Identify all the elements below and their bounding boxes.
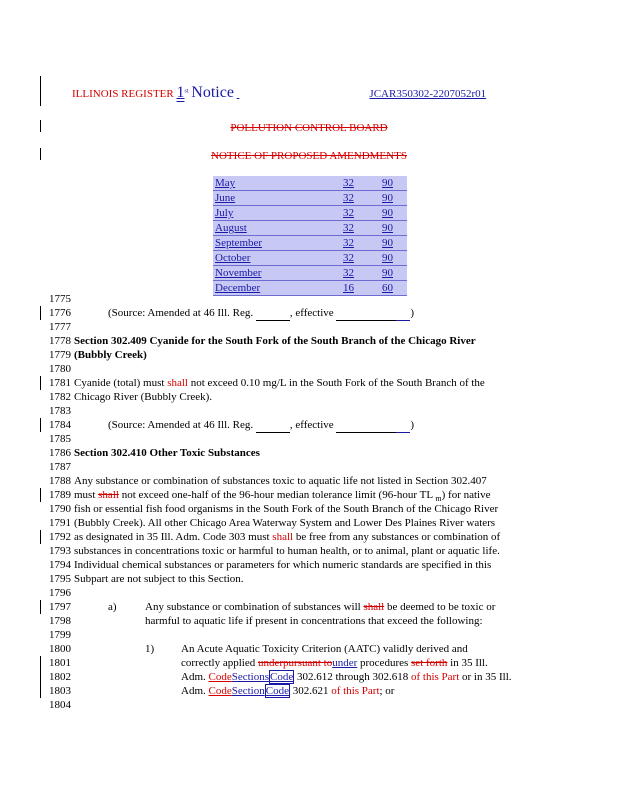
months-row bbox=[213, 206, 407, 221]
deleted-text: under bbox=[257, 657, 284, 669]
months-row bbox=[213, 176, 407, 191]
body-text bbox=[181, 656, 488, 670]
deleted-text: shall bbox=[363, 601, 385, 613]
inserted-text: of this Part bbox=[410, 671, 460, 683]
line-number: 1778 bbox=[49, 335, 71, 347]
text-run: correctly applied bbox=[181, 657, 258, 669]
value-cell: 90 bbox=[368, 236, 407, 251]
line-number: 1786 bbox=[49, 447, 71, 459]
section-heading: Section 302.409 Cyanide for the South Fork of the South Branch of the Chicago River bbox=[74, 335, 476, 347]
value-cell: 90 bbox=[368, 251, 407, 266]
body-text bbox=[145, 600, 495, 614]
body-text: (Bubbly Creek). All other Chicago Area Waterway System and Lower Des Plaines River waters bbox=[74, 517, 496, 529]
revision-bar bbox=[40, 306, 41, 320]
text-run: as designated in 35 Ill. Adm. Code 303 must bbox=[74, 531, 273, 543]
line-number: 1803 bbox=[49, 685, 71, 697]
month-cell: October bbox=[213, 251, 329, 266]
section-heading: Section 302.410 Other Toxic Substances bbox=[74, 447, 260, 459]
text-run: Adm. bbox=[181, 685, 209, 697]
inserted-text: Code bbox=[270, 671, 294, 683]
subscript: m bbox=[435, 494, 442, 504]
revision-bar bbox=[40, 488, 41, 502]
inserted-text: Code bbox=[265, 685, 289, 697]
page-number-suffix: st bbox=[184, 88, 189, 95]
line-number: 1799 bbox=[49, 629, 71, 641]
months-table bbox=[213, 176, 407, 296]
line-number: 1783 bbox=[49, 405, 71, 417]
line-number: 1779 bbox=[49, 349, 71, 361]
body-text bbox=[181, 670, 512, 684]
value-cell: 16 bbox=[329, 281, 368, 296]
month-cell: June bbox=[213, 191, 329, 206]
line-number: 1796 bbox=[49, 587, 71, 599]
text-run: ; or bbox=[379, 685, 395, 697]
revision-bar bbox=[40, 76, 41, 106]
month-cell: September bbox=[213, 236, 329, 251]
value-cell: 90 bbox=[368, 176, 407, 191]
month-cell: November bbox=[213, 266, 329, 281]
source-note bbox=[108, 306, 414, 321]
text-run: be free from any substances or combination of bbox=[293, 531, 501, 543]
line-number: 1802 bbox=[49, 671, 71, 683]
line-number: 1784 bbox=[49, 419, 71, 431]
text-run: not exceed one-half of the 96-hour median tolerance limit (96-hour TL bbox=[118, 489, 436, 501]
line-number: 1788 bbox=[49, 475, 71, 487]
line-number: 1793 bbox=[49, 545, 71, 557]
body-text: substances in concentrations toxic or harmful to human health, or to animal, plant or aquatic life. bbox=[74, 545, 500, 557]
page-number: 1 bbox=[176, 84, 185, 101]
deleted-text: shall bbox=[98, 489, 119, 501]
line-number: 1795 bbox=[49, 573, 71, 585]
line-number: 1787 bbox=[49, 461, 71, 473]
inserted-text: Code bbox=[208, 685, 232, 697]
line-number: 1785 bbox=[49, 433, 71, 445]
inserted-text: Sections bbox=[231, 671, 270, 683]
inserted-text: Code bbox=[208, 671, 232, 683]
revision-bar bbox=[40, 530, 41, 544]
source-text: (Source: Amended at 46 Ill. Reg. bbox=[108, 419, 256, 431]
months-row bbox=[213, 281, 407, 296]
body-text: Individual chemical substances or parameters for which numeric standards are specified in this bbox=[74, 559, 492, 571]
line-number: 1801 bbox=[49, 657, 71, 669]
line-number: 1776 bbox=[49, 307, 71, 319]
line-number: 1800 bbox=[49, 643, 71, 655]
body-text: Any substance or combination of substances toxic to aquatic life not listed in Section 302.407 bbox=[74, 475, 487, 487]
value-cell: 32 bbox=[329, 236, 368, 251]
body-text: harmful to aquatic life if present in concentrations that exceed the following: bbox=[145, 615, 483, 627]
month-cell: August bbox=[213, 221, 329, 236]
months-row bbox=[213, 221, 407, 236]
line-number: 1781 bbox=[49, 377, 71, 389]
line-number: 1797 bbox=[49, 601, 71, 613]
item-label: 1) bbox=[145, 643, 155, 655]
value-cell: 90 bbox=[368, 206, 407, 221]
line-number: 1782 bbox=[49, 391, 71, 403]
section-heading-cont: (Bubbly Creek) bbox=[74, 349, 147, 361]
register-title: ILLINOIS REGISTER bbox=[72, 88, 174, 100]
value-cell: 90 bbox=[368, 191, 407, 206]
inserted-text: Section bbox=[231, 685, 265, 697]
page-header bbox=[72, 84, 532, 108]
line-number: 1804 bbox=[49, 699, 71, 711]
months-row bbox=[213, 266, 407, 281]
months-row bbox=[213, 191, 407, 206]
deleted-text: set forth bbox=[411, 657, 448, 669]
body-text bbox=[74, 530, 500, 544]
text-run: in 35 Ill. bbox=[447, 657, 488, 669]
line-number: 1791 bbox=[49, 517, 71, 529]
inserted-text: of this Part bbox=[331, 685, 380, 697]
source-text: , effective bbox=[289, 419, 337, 431]
text-run: be deemed to be toxic or bbox=[384, 601, 496, 613]
value-cell: 32 bbox=[329, 251, 368, 266]
text-run: 302.612 through 302.618 bbox=[294, 671, 411, 683]
source-text: , effective bbox=[289, 307, 337, 319]
text-run: 302.621 bbox=[289, 685, 332, 697]
text-run: must bbox=[74, 489, 99, 501]
notice-title: NOTICE OF PROPOSED AMENDMENTS bbox=[211, 150, 407, 162]
jcar-code: JCAR350302-2207052r01 bbox=[369, 88, 487, 100]
line-number: 1777 bbox=[49, 321, 71, 333]
notice-label: Notice bbox=[191, 84, 234, 101]
line-number: 1775 bbox=[49, 293, 71, 305]
body-text: fish or essential fish food organisms in the South Fork of the South Branch of the Chicago River bbox=[74, 503, 499, 515]
text-run: or in 35 Ill. bbox=[459, 671, 512, 683]
line-number: 1780 bbox=[49, 363, 71, 375]
text-run: procedures bbox=[357, 657, 412, 669]
body-text: An Acute Aquatic Toxicity Criterion (AATC) validly derived and bbox=[181, 643, 468, 655]
inserted-text: shall bbox=[167, 377, 188, 389]
inserted-text: shall bbox=[272, 531, 294, 543]
text-run: Cyanide (total) must bbox=[74, 377, 168, 389]
value-cell: 90 bbox=[368, 266, 407, 281]
subsection-label: a) bbox=[108, 601, 117, 613]
source-text: (Source: Amended at 46 Ill. Reg. bbox=[108, 307, 256, 319]
text-run: Adm. bbox=[181, 671, 209, 683]
value-cell: 32 bbox=[329, 191, 368, 206]
inserted-text: under bbox=[332, 657, 358, 669]
revision-bar bbox=[40, 376, 41, 390]
month-cell: July bbox=[213, 206, 329, 221]
value-cell: 32 bbox=[329, 221, 368, 236]
source-text: ) bbox=[410, 307, 415, 319]
text-run: ) for native bbox=[441, 489, 491, 501]
revision-bar bbox=[40, 656, 41, 698]
month-cell: December bbox=[213, 281, 329, 296]
line-number: 1798 bbox=[49, 615, 71, 627]
months-row bbox=[213, 236, 407, 251]
value-cell: 32 bbox=[329, 176, 368, 191]
body-text: Subpart are not subject to this Section. bbox=[74, 573, 244, 585]
value-cell: 32 bbox=[329, 206, 368, 221]
line-number: 1789 bbox=[49, 489, 71, 501]
body-text: Chicago River (Bubbly Creek). bbox=[74, 391, 213, 403]
body-text bbox=[181, 684, 394, 698]
line-number: 1792 bbox=[49, 531, 71, 543]
line-number: 1790 bbox=[49, 503, 71, 515]
body-text bbox=[74, 376, 485, 390]
text-run: not exceed 0.10 mg/L in the South Fork of the South Branch of the bbox=[187, 377, 485, 389]
revision-bar bbox=[40, 600, 41, 614]
board-title: POLLUTION CONTROL BOARD bbox=[230, 122, 388, 134]
line-number: 1794 bbox=[49, 559, 71, 571]
source-text: ) bbox=[410, 419, 415, 431]
text-run: Any substance or combination of substances will bbox=[145, 601, 364, 613]
value-cell: 90 bbox=[368, 221, 407, 236]
source-note bbox=[108, 418, 414, 433]
months-row bbox=[213, 251, 407, 266]
value-cell: 60 bbox=[368, 281, 407, 296]
revision-bar bbox=[40, 418, 41, 432]
value-cell: 32 bbox=[329, 266, 368, 281]
month-cell: May bbox=[213, 176, 329, 191]
deleted-text: pursuant to bbox=[283, 657, 333, 669]
